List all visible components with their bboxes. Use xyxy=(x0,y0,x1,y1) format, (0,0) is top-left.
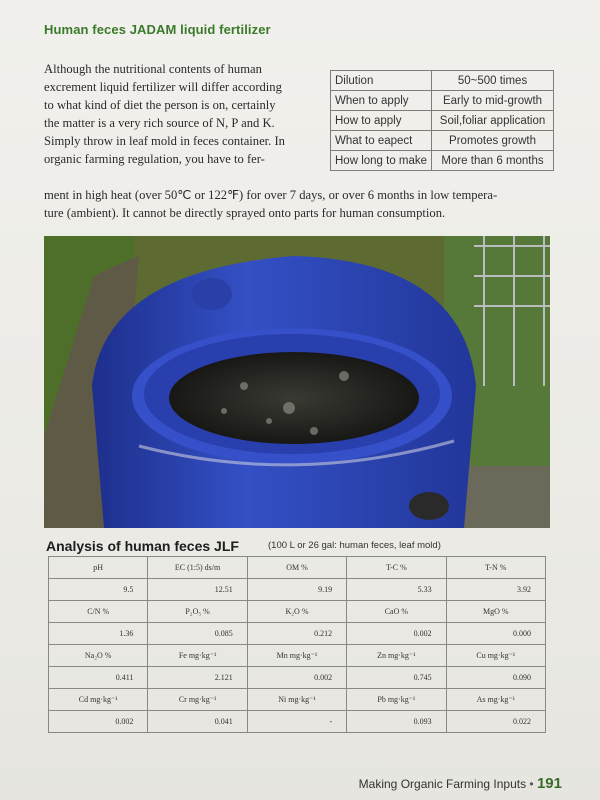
table-cell-label: OM % xyxy=(247,557,346,579)
intro-line: ment in high heat (over 50℃ or 122℉) for over 7 days, or over 6 months in low tempera- xyxy=(44,188,498,202)
table-label-row xyxy=(49,601,546,623)
table-value-row xyxy=(49,623,546,645)
table-label-row xyxy=(49,645,546,667)
analysis-title: Analysis of human feces JLF xyxy=(46,538,239,554)
table-cell-label: P₂O₅ % xyxy=(148,601,247,623)
application-info-table xyxy=(330,70,554,171)
table-label-row xyxy=(49,689,546,711)
table-cell-value: 3.92 xyxy=(446,579,545,601)
table-cell-value: 0.041 xyxy=(148,711,247,733)
info-label: When to apply xyxy=(331,91,432,111)
table-cell-label: Cr mg·kg⁻¹ xyxy=(148,689,247,711)
info-label: How long to make xyxy=(331,151,432,171)
info-row xyxy=(331,91,554,111)
table-cell-label: Cd mg·kg⁻¹ xyxy=(49,689,148,711)
intro-line: Although the nutritional contents of human xyxy=(44,62,262,76)
table-cell-value: 9.19 xyxy=(247,579,346,601)
intro-line: Simply throw in leaf mold in feces container. In xyxy=(44,134,285,148)
intro-line: excrement liquid fertilizer will differ according xyxy=(44,80,282,94)
table-cell-label: pH xyxy=(49,557,148,579)
page-title: Human feces JADAM liquid fertilizer xyxy=(44,22,271,37)
table-cell-value: 0.085 xyxy=(148,623,247,645)
table-cell-label: Ni mg·kg⁻¹ xyxy=(247,689,346,711)
table-cell-label: T-C % xyxy=(347,557,446,579)
table-cell-value: 5.33 xyxy=(347,579,446,601)
table-cell-label: As mg·kg⁻¹ xyxy=(446,689,545,711)
table-cell-value: 0.093 xyxy=(347,711,446,733)
barrel-photo xyxy=(44,236,550,528)
info-row xyxy=(331,71,554,91)
intro-line: organic farming regulation, you have to fer- xyxy=(44,152,265,166)
intro-line: to what kind of diet the person is on, certainly xyxy=(44,98,276,112)
table-cell-value: 1.36 xyxy=(49,623,148,645)
table-cell-value: - xyxy=(247,711,346,733)
table-cell-value: 0.022 xyxy=(446,711,545,733)
table-cell-label: EC (1:5) ds/m xyxy=(148,557,247,579)
table-cell-label: Na₂O % xyxy=(49,645,148,667)
info-value: 50~500 times xyxy=(432,71,554,91)
table-value-row xyxy=(49,667,546,689)
info-value: More than 6 months xyxy=(432,151,554,171)
table-cell-value: 9.5 xyxy=(49,579,148,601)
table-value-row xyxy=(49,579,546,601)
info-label: How to apply xyxy=(331,111,432,131)
table-cell-label: Cu mg·kg⁻¹ xyxy=(446,645,545,667)
info-value: Early to mid-growth xyxy=(432,91,554,111)
table-cell-label: T-N % xyxy=(446,557,545,579)
barrel-photo-illustration xyxy=(44,236,550,528)
table-cell-value: 0.212 xyxy=(247,623,346,645)
table-cell-value: 0.002 xyxy=(347,623,446,645)
table-cell-value: 2.121 xyxy=(148,667,247,689)
table-cell-label: CaO % xyxy=(347,601,446,623)
table-cell-value: 0.411 xyxy=(49,667,148,689)
intro-paragraph xyxy=(44,60,314,168)
analysis-table xyxy=(48,556,546,733)
info-value: Soil,foliar application xyxy=(432,111,554,131)
info-label: What to eapect xyxy=(331,131,432,151)
table-cell-value: 0.002 xyxy=(49,711,148,733)
table-cell-label: C/N % xyxy=(49,601,148,623)
footer-section-title: Making Organic Farming Inputs xyxy=(358,777,527,791)
info-row xyxy=(331,151,554,171)
table-cell-label: Mn mg·kg⁻¹ xyxy=(247,645,346,667)
info-row xyxy=(331,111,554,131)
intro-line: ture (ambient). It cannot be directly sprayed onto parts for human consumption. xyxy=(44,206,446,220)
table-cell-label: Fe mg·kg⁻¹ xyxy=(148,645,247,667)
table-cell-value: 0.000 xyxy=(446,623,545,645)
page-footer xyxy=(359,775,562,792)
table-cell-value: 0.090 xyxy=(446,667,545,689)
intro-paragraph-continued xyxy=(44,186,560,222)
table-cell-label: Zn mg·kg⁻¹ xyxy=(347,645,446,667)
table-cell-label: K₂O % xyxy=(247,601,346,623)
table-label-row xyxy=(49,557,546,579)
footer-bullet: • xyxy=(529,777,534,791)
table-cell-label: Pb mg·kg⁻¹ xyxy=(347,689,446,711)
page-number: 191 xyxy=(536,775,562,792)
table-cell-label: MgO % xyxy=(446,601,545,623)
analysis-subtitle: (100 L or 26 gal: human feces, leaf mold) xyxy=(268,540,441,551)
table-cell-value: 0.745 xyxy=(347,667,446,689)
info-label: Dilution xyxy=(331,71,432,91)
intro-line: the matter is a very rich source of N, P and K. xyxy=(44,116,275,130)
table-value-row xyxy=(49,711,546,733)
info-value: Promotes growth xyxy=(432,131,554,151)
table-cell-value: 12.51 xyxy=(148,579,247,601)
info-row xyxy=(331,131,554,151)
table-cell-value: 0.002 xyxy=(247,667,346,689)
